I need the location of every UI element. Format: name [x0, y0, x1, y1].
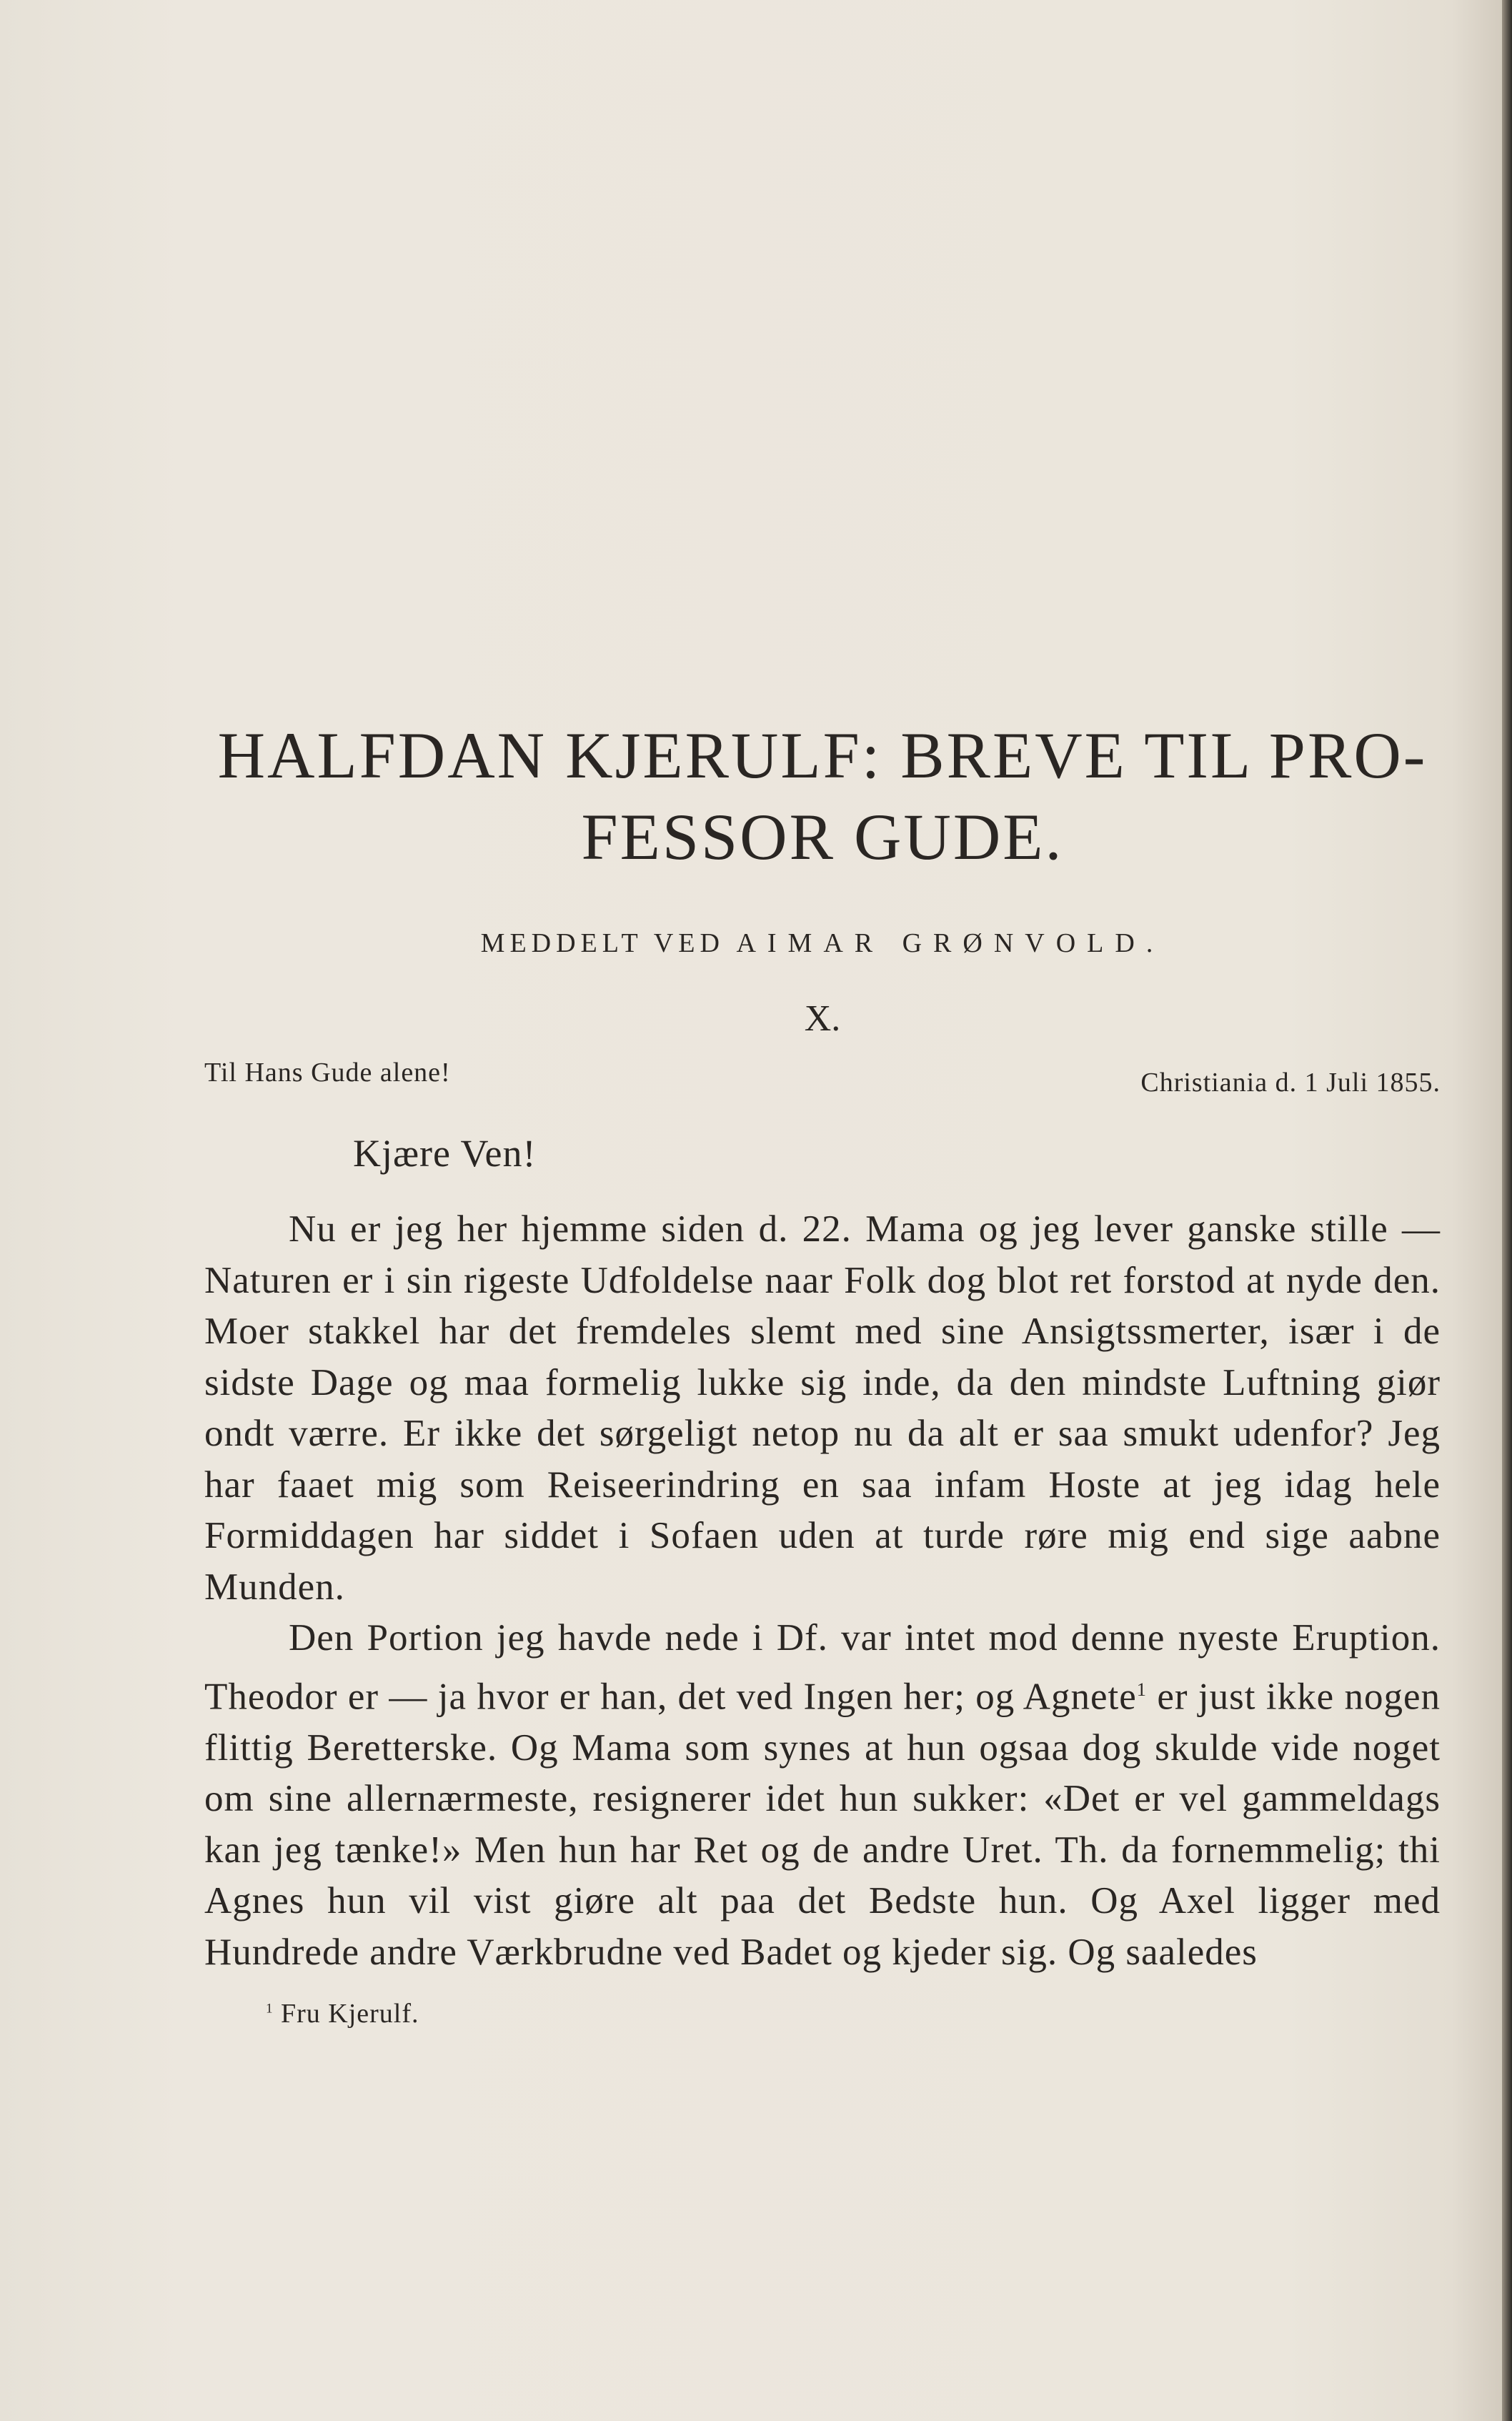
paragraph-2-text-a: Den Portion jeg havde nede i Df. var intet mod denne nyeste Eruption. Theodor er — ja hvor er han, det ved Ingen her; og Agnete — [204, 1617, 1441, 1718]
title-line-2: FESSOR GUDE. — [581, 800, 1064, 873]
letter-paragraph-2 — [204, 1613, 1441, 1978]
letter-number: X. — [804, 998, 841, 1039]
footnote — [266, 1998, 1441, 2029]
article-title — [204, 715, 1441, 878]
letter-place-date: Christiania d. 1 Juli 1855. — [1140, 1068, 1441, 1098]
footnote-marker: 1 — [266, 2001, 274, 2017]
byline-prefix: MEDDELT VED — [480, 928, 737, 958]
title-line-1: HALFDAN KJERULF: BREVE TIL PRO- — [217, 719, 1428, 792]
letter-paragraph-1 — [204, 1204, 1441, 1613]
letter-dateline — [204, 1053, 1441, 1103]
letter-addressee: Til Hans Gude alene! — [204, 1058, 451, 1088]
byline-name: AIMAR GRØNVOLD. — [736, 928, 1165, 958]
article-byline — [204, 928, 1441, 959]
page-content — [204, 715, 1441, 2029]
footnote-reference: 1 — [1136, 1678, 1148, 1700]
footnote-text: Fru Kjerulf. — [273, 1999, 419, 2029]
letter-salutation: Kjære Ven! — [353, 1132, 537, 1175]
paragraph-2-text-b: er just ikke nogen flittig Beretterske. Og Mama som synes at hun ogsaa dog skulde vide noget om sine allernærmeste, resignerer idet hun sukker: «Det er vel gammeldags kan jeg tænke!» Men hun har Ret og de andre Uret. Th. da fornemmelig; thi Agnes hun vil vist giøre alt paa det Bedste hun. Og Axel ligger med Hundrede andre Værkbrudne ved Badet og kjeder sig. Og saaledes — [204, 1676, 1441, 1973]
page-edge-shadow — [1502, 0, 1512, 2421]
paragraph-1-text: Nu er jeg her hjemme siden d. 22. Mama og jeg lever ganske stille — Naturen er i sin rigeste Udfoldelse naar Folk dog blot ret forstod at nyde den. Moer stakkel har det fremdeles slemt med sine Ansigtssmerter, især i de sidste Dage og maa formelig lukke sig inde, da den mindste Luftning giør ondt værre. Er ikke det sørgeligt netop nu da alt er saa smukt udenfor? Jeg har faaet mig som Reiseerindring en saa infam Hoste at jeg idag hele Formiddagen har siddet i Sofaen uden at turde røre mig end sige aabne Munden. — [204, 1208, 1441, 1608]
